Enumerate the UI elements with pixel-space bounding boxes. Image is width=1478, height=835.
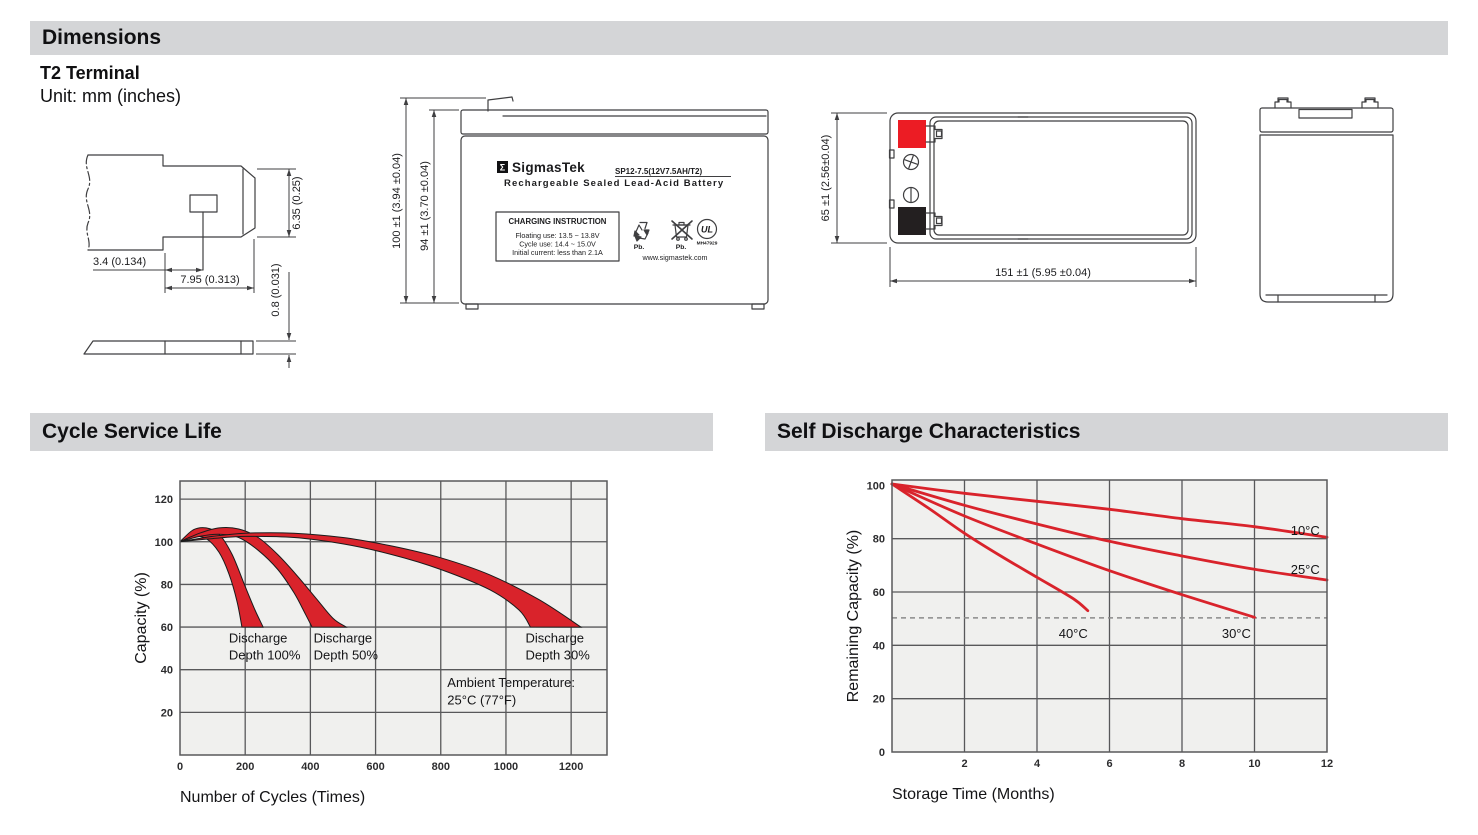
battery-tagline: Rechargeable Sealed Lead-Acid Battery bbox=[504, 178, 725, 189]
x-tick-label: 1000 bbox=[493, 761, 519, 773]
x-axis-title: Number of Cycles (Times) bbox=[180, 789, 366, 806]
dim-top-length: 151 ±1 (5.95 ±0.04) bbox=[995, 267, 1091, 279]
brand-name: SigmasTek bbox=[512, 160, 585, 175]
y-tick-label: 80 bbox=[872, 533, 885, 546]
cycle-service-life-chart bbox=[130, 470, 650, 815]
model-number: SP12-7.5(12V7.5AH/T2) bbox=[615, 167, 703, 176]
terminal-dimensions bbox=[93, 169, 303, 368]
dimension-arrowhead bbox=[835, 113, 840, 120]
terminal-detail-drawing bbox=[60, 140, 340, 380]
terminal-type-heading: T2 Terminal bbox=[40, 63, 140, 83]
front-outline bbox=[461, 97, 768, 309]
charging-title: CHARGING INSTRUCTION bbox=[508, 217, 607, 226]
chart-annotation: Discharge Depth 30% bbox=[525, 630, 590, 663]
section-title: Cycle Service Life bbox=[42, 420, 222, 443]
y-axis-title: Remaining Capacity (%) bbox=[845, 529, 862, 703]
x-axis-title: Storage Time (Months) bbox=[892, 786, 1055, 803]
section-header-cycle-life bbox=[30, 413, 713, 451]
x-tick-label: 6 bbox=[1106, 758, 1113, 770]
y-tick-label: 100 bbox=[866, 480, 885, 493]
x-tick-label: 1200 bbox=[558, 761, 584, 773]
top-view-dimensions bbox=[820, 113, 1196, 287]
y-tick-label: 0 bbox=[878, 747, 885, 759]
x-tick-label: 10 bbox=[1248, 758, 1261, 770]
terminal-subheading bbox=[40, 62, 181, 108]
dimension-arrowhead bbox=[287, 230, 292, 237]
dimension-arrowhead bbox=[247, 286, 254, 291]
dim-terminal-width: 7.95 (0.313) bbox=[180, 274, 240, 286]
y-tick-label: 60 bbox=[872, 587, 885, 599]
sigma-glyph: Σ bbox=[499, 162, 506, 173]
y-tick-label: 100 bbox=[154, 536, 173, 549]
battery-print-label bbox=[496, 160, 731, 262]
dim-terminal-height: 6.35 (0.25) bbox=[291, 176, 303, 230]
x-tick-label: 4 bbox=[1033, 758, 1041, 770]
dimension-arrowhead bbox=[287, 355, 292, 362]
pb-recycle-label: Pb. bbox=[633, 244, 645, 251]
chart-annotation: Ambient Temperature: 25°C (77°F) bbox=[447, 675, 575, 708]
negative-terminal-marker bbox=[898, 207, 926, 235]
self-discharge-chart bbox=[845, 470, 1405, 815]
y-tick-label: 20 bbox=[160, 707, 173, 720]
dim-total-height: 100 ±1 (3.94 ±0.04) bbox=[391, 153, 403, 249]
y-axis-title: Capacity (%) bbox=[133, 572, 150, 664]
dimension-arrowhead bbox=[835, 236, 840, 243]
charging-floating-use: Floating use: 13.5 ~ 13.8V bbox=[515, 231, 600, 240]
dimension-arrowhead bbox=[287, 169, 292, 176]
dimension-arrowhead bbox=[165, 268, 172, 273]
battery-front-view bbox=[390, 85, 780, 325]
charging-initial-current: Initial current: less than 2.1A bbox=[512, 248, 603, 257]
charging-cycle-use: Cycle use: 14.4 ~ 15.0V bbox=[519, 239, 596, 249]
dimension-arrowhead bbox=[196, 268, 203, 273]
ul-mark-icon bbox=[698, 220, 717, 239]
chart-annotation: 40°C bbox=[1058, 625, 1088, 641]
front-dimensions bbox=[391, 98, 486, 303]
y-tick-label: 40 bbox=[160, 664, 173, 677]
section-title: Self Discharge Characteristics bbox=[777, 420, 1081, 443]
unit-note: Unit: mm (inches) bbox=[40, 86, 182, 106]
y-tick-label: 80 bbox=[160, 579, 173, 592]
screw-minus-symbol bbox=[904, 188, 919, 203]
positive-terminal-marker bbox=[898, 120, 926, 148]
x-tick-label: 2 bbox=[961, 758, 968, 770]
dimension-arrowhead bbox=[287, 333, 292, 340]
dim-case-height: 94 ±1 (3.70 ±0.04) bbox=[419, 161, 431, 251]
x-tick-label: 200 bbox=[236, 761, 255, 773]
dimension-arrowhead bbox=[165, 286, 172, 291]
x-tick-label: 800 bbox=[431, 761, 450, 773]
dim-top-width: 65 ±1 (2.56±0.04) bbox=[820, 134, 832, 222]
chart-annotation: Discharge Depth 50% bbox=[313, 630, 378, 663]
x-tick-label: 600 bbox=[366, 761, 385, 773]
chart-annotation: 30°C bbox=[1221, 625, 1251, 641]
chart-annotation: 25°C bbox=[1290, 561, 1320, 577]
dim-terminal-offset: 3.4 (0.134) bbox=[93, 256, 147, 268]
y-tick-label: 40 bbox=[872, 640, 885, 653]
ul-letters: UL bbox=[701, 224, 713, 235]
dimension-arrowhead bbox=[404, 98, 409, 105]
screw-plus-symbol bbox=[903, 154, 920, 171]
chart-annotation: 10°C bbox=[1290, 523, 1320, 539]
dimension-arrowhead bbox=[1189, 279, 1196, 284]
y-tick-label: 120 bbox=[154, 494, 173, 507]
y-tick-label: 20 bbox=[872, 693, 885, 706]
x-tick-label: 400 bbox=[301, 761, 320, 773]
section-header-self-discharge bbox=[765, 413, 1448, 451]
end-view-outline bbox=[1260, 98, 1393, 302]
chart-annotation: Discharge Depth 100% bbox=[228, 630, 301, 663]
ul-file-number: MH47929 bbox=[696, 241, 718, 247]
terminal-outline bbox=[84, 155, 255, 354]
top-view-outline bbox=[890, 113, 1197, 243]
x-tick-label: 12 bbox=[1320, 758, 1334, 770]
section-header-dimensions bbox=[30, 21, 1448, 55]
section-title: Dimensions bbox=[42, 26, 162, 49]
dimension-arrowhead bbox=[404, 296, 409, 303]
dim-terminal-thickness: 0.8 (0.031) bbox=[270, 263, 282, 317]
pb-bin-label: Pb. bbox=[675, 244, 687, 251]
dimension-arrowhead bbox=[432, 110, 437, 117]
battery-top-view bbox=[815, 85, 1215, 305]
website-text: www.sigmastek.com bbox=[642, 253, 708, 262]
x-tick-label: 8 bbox=[1178, 758, 1186, 770]
y-tick-label: 60 bbox=[160, 622, 173, 635]
pb-bin-icon bbox=[672, 221, 692, 240]
x-tick-label: 0 bbox=[176, 761, 184, 773]
dimension-arrowhead bbox=[890, 279, 897, 284]
dimension-arrowhead bbox=[432, 296, 437, 303]
pb-recycle-icon bbox=[634, 223, 649, 242]
battery-end-view bbox=[1240, 80, 1420, 310]
